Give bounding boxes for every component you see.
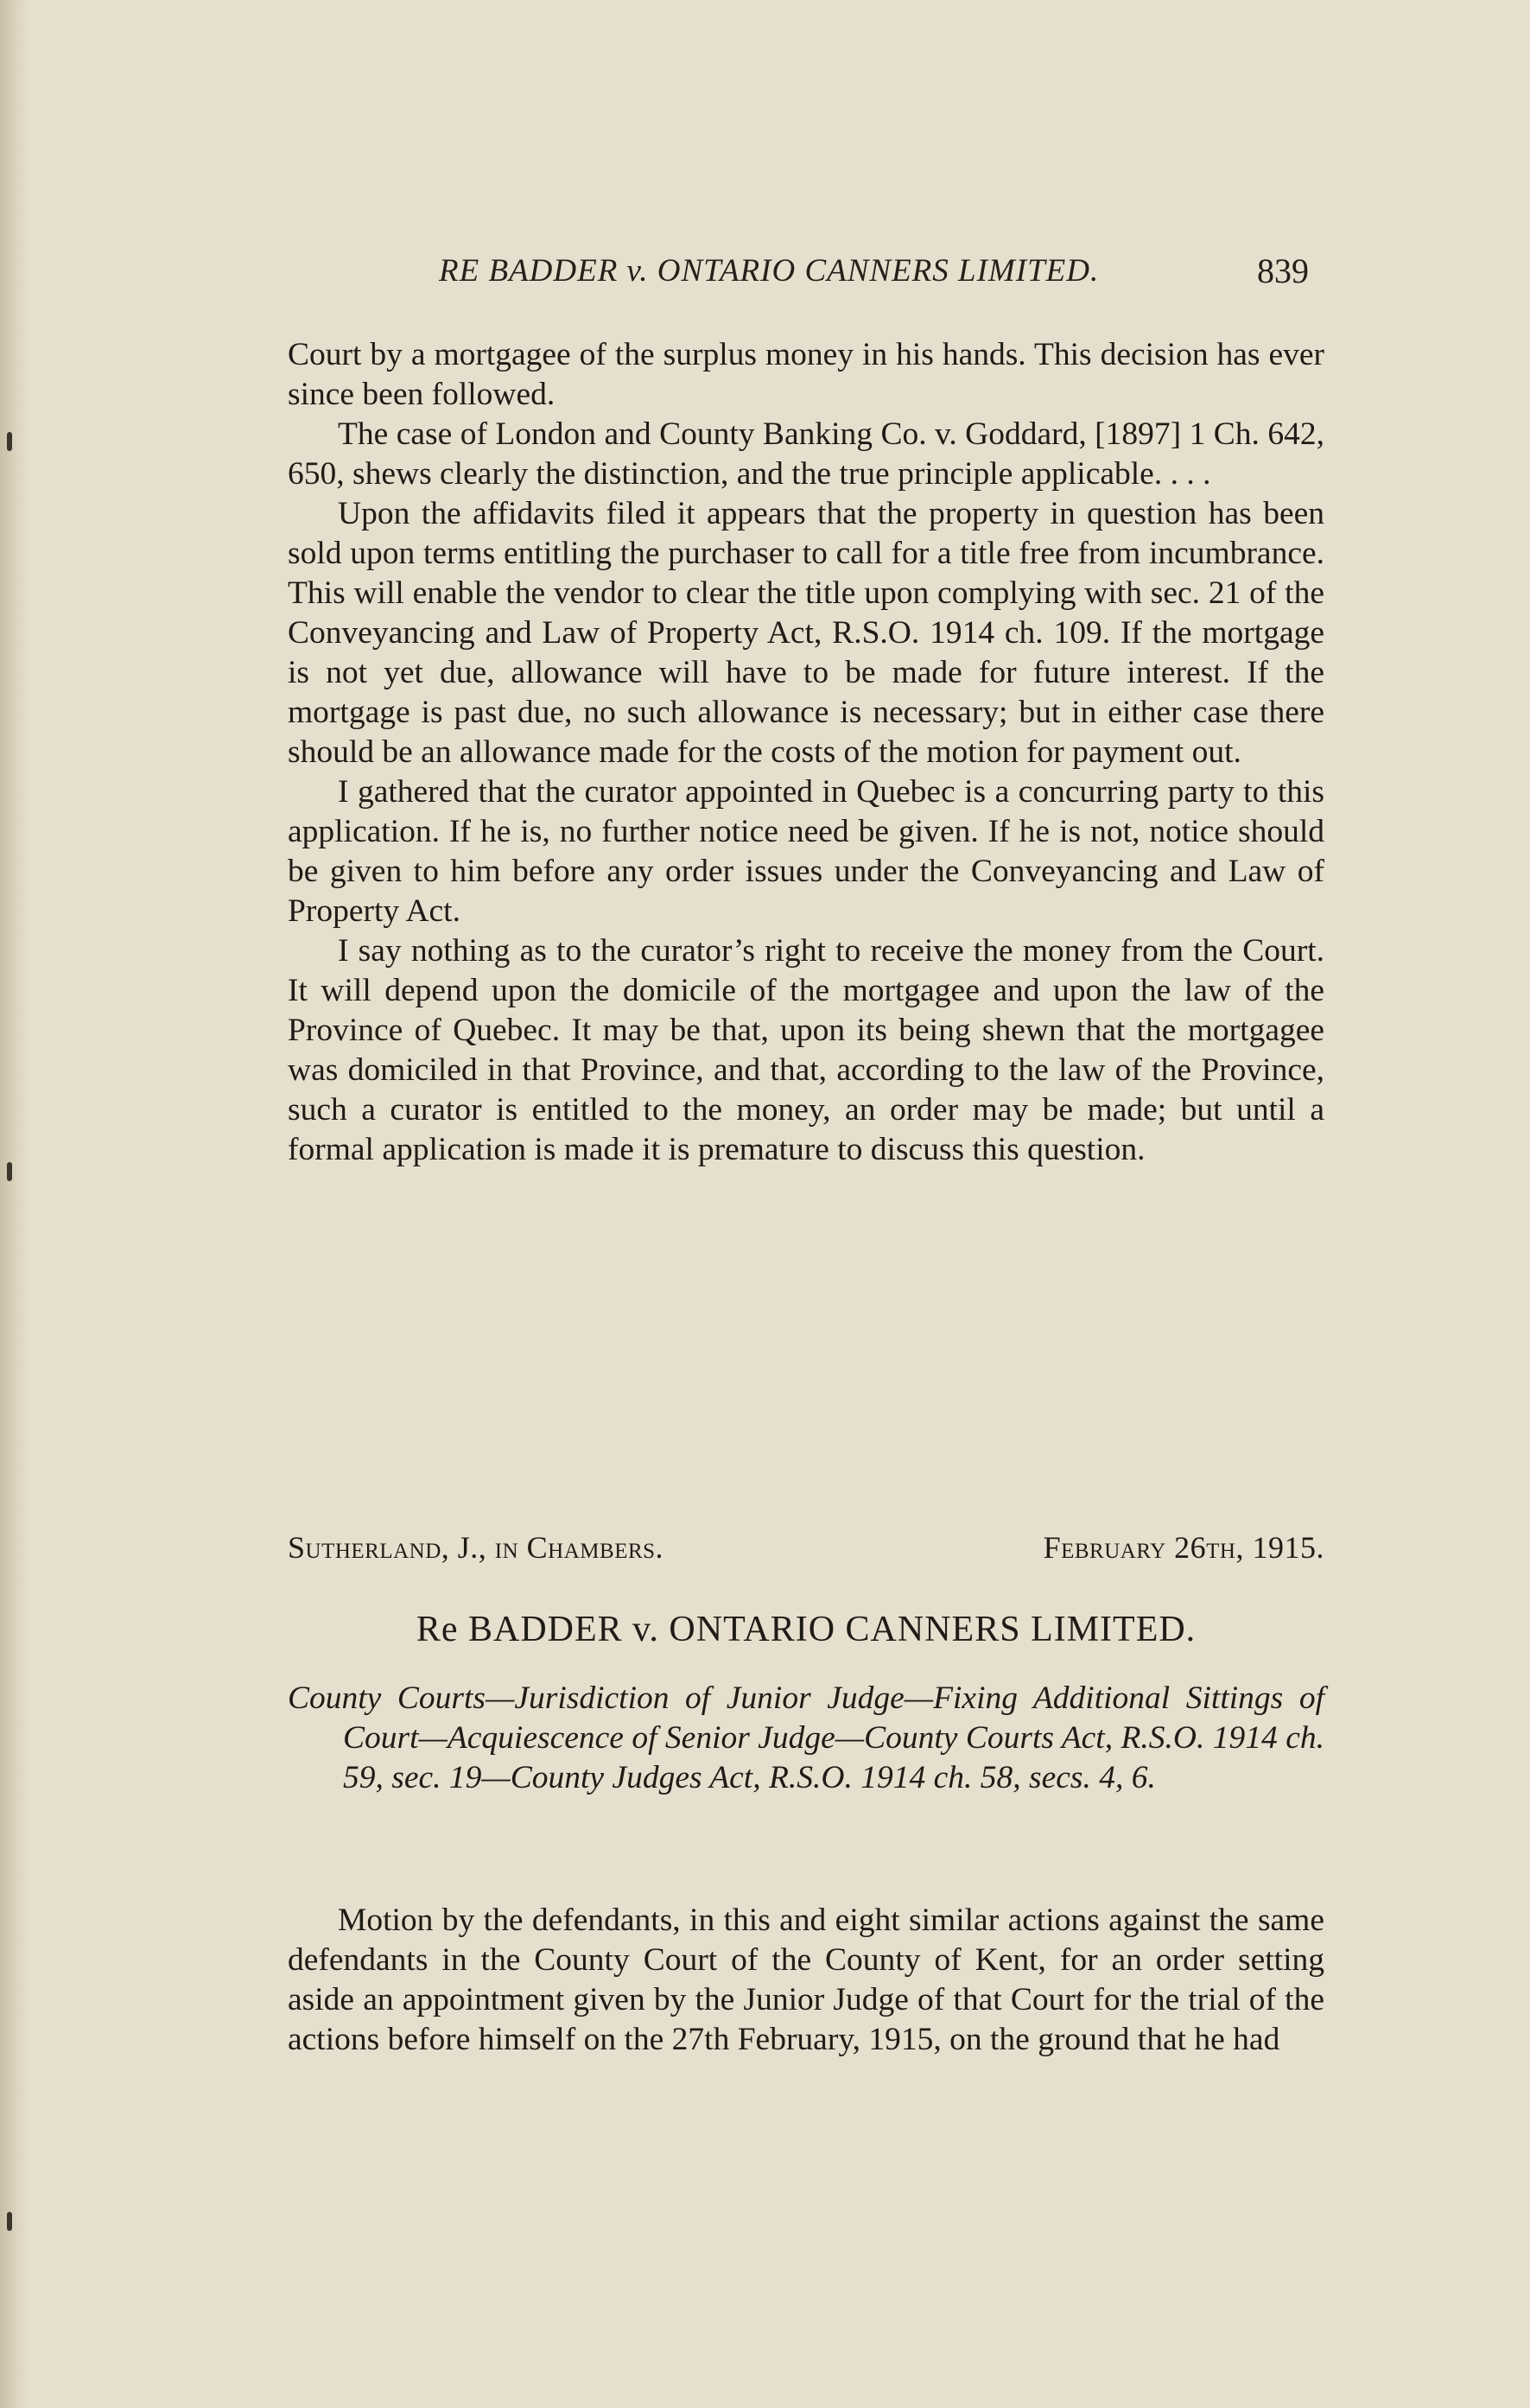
paragraph: Motion by the defendants, in this and eight similar actions against the same defendants in the County Court of the County of Kent, for an order setting aside an appointment given by the Junior Judge of that Court for the trial of the actions before himself on the 27th February, 1915, on the ground that he had bbox=[288, 1903, 1324, 2057]
body-text bbox=[288, 335, 1324, 1170]
paragraph: The case of London and County Banking Co. v. Goddard, [1897] 1 Ch. 642, 650, shews clearly the distinction, and the true principle applicable. . . . bbox=[288, 416, 1324, 492]
margin-mark bbox=[7, 1162, 12, 1181]
motion-text bbox=[288, 1901, 1324, 2060]
margin-mark bbox=[7, 2212, 12, 2231]
paragraph: Court by a mortgagee of the surplus money in his hands. This decision has ever since been followed. bbox=[288, 337, 1324, 412]
running-head: RE BADDER v. ONTARIO CANNERS LIMITED. bbox=[439, 253, 1100, 289]
case-title: Re BADDER v. ONTARIO CANNERS LIMITED. bbox=[416, 1610, 1197, 1649]
page-number: 839 bbox=[1257, 251, 1309, 290]
judge-chambers: Sutherland, J., in Chambers. bbox=[288, 1530, 664, 1565]
headnote-text: County Courts—Jurisdiction of Junior Judge—Fixing Additional Sittings of Court—Acquiescence of Senior Judge—County Courts Act, R.S.O. 1914 ch. 59, sec. 19—County Judges Act, R.S.O. 1914 ch. 58, secs. 4, 6. bbox=[288, 1681, 1324, 1795]
headnote bbox=[288, 1679, 1324, 1798]
paragraph: I say nothing as to the curator’s right to receive the money from the Court. It will depend upon the domicile of the mortgagee and upon the law of the Province of Quebec. It may be that, upon its being shewn that the mortgagee was domiciled in that Province, and that, according to the law of the Province, such a curator is entitled to the money, an order may be made; but until a formal application is made it is premature to discuss this question. bbox=[288, 933, 1324, 1167]
paragraph: I gathered that the curator appointed in Quebec is a concurring party to this application. If he is, no further notice need be given. If he is not, notice should be given to him before any order issues under the Conveyancing and Law of Property Act. bbox=[288, 774, 1324, 929]
decision-date: February 26th, 1915. bbox=[1043, 1530, 1324, 1565]
paragraph: Upon the affidavits filed it appears that the property in question has been sold upon terms entitling the purchaser to call for a title free from incumbrance. This will enable the vendor to clear the title upon complying with sec. 21 of the Conveyancing and Law of Property Act, R.S.O. 1914 ch. 109. If the mortgage is not yet due, allowance will have to be made for future interest. If the mortgage is past due, no such allowance is necessary; but in either case there should be an allowance made for the costs of the motion for payment out. bbox=[288, 496, 1324, 770]
court-line bbox=[288, 1529, 1324, 1566]
margin-mark bbox=[7, 432, 12, 451]
binding-gutter bbox=[0, 0, 29, 2408]
